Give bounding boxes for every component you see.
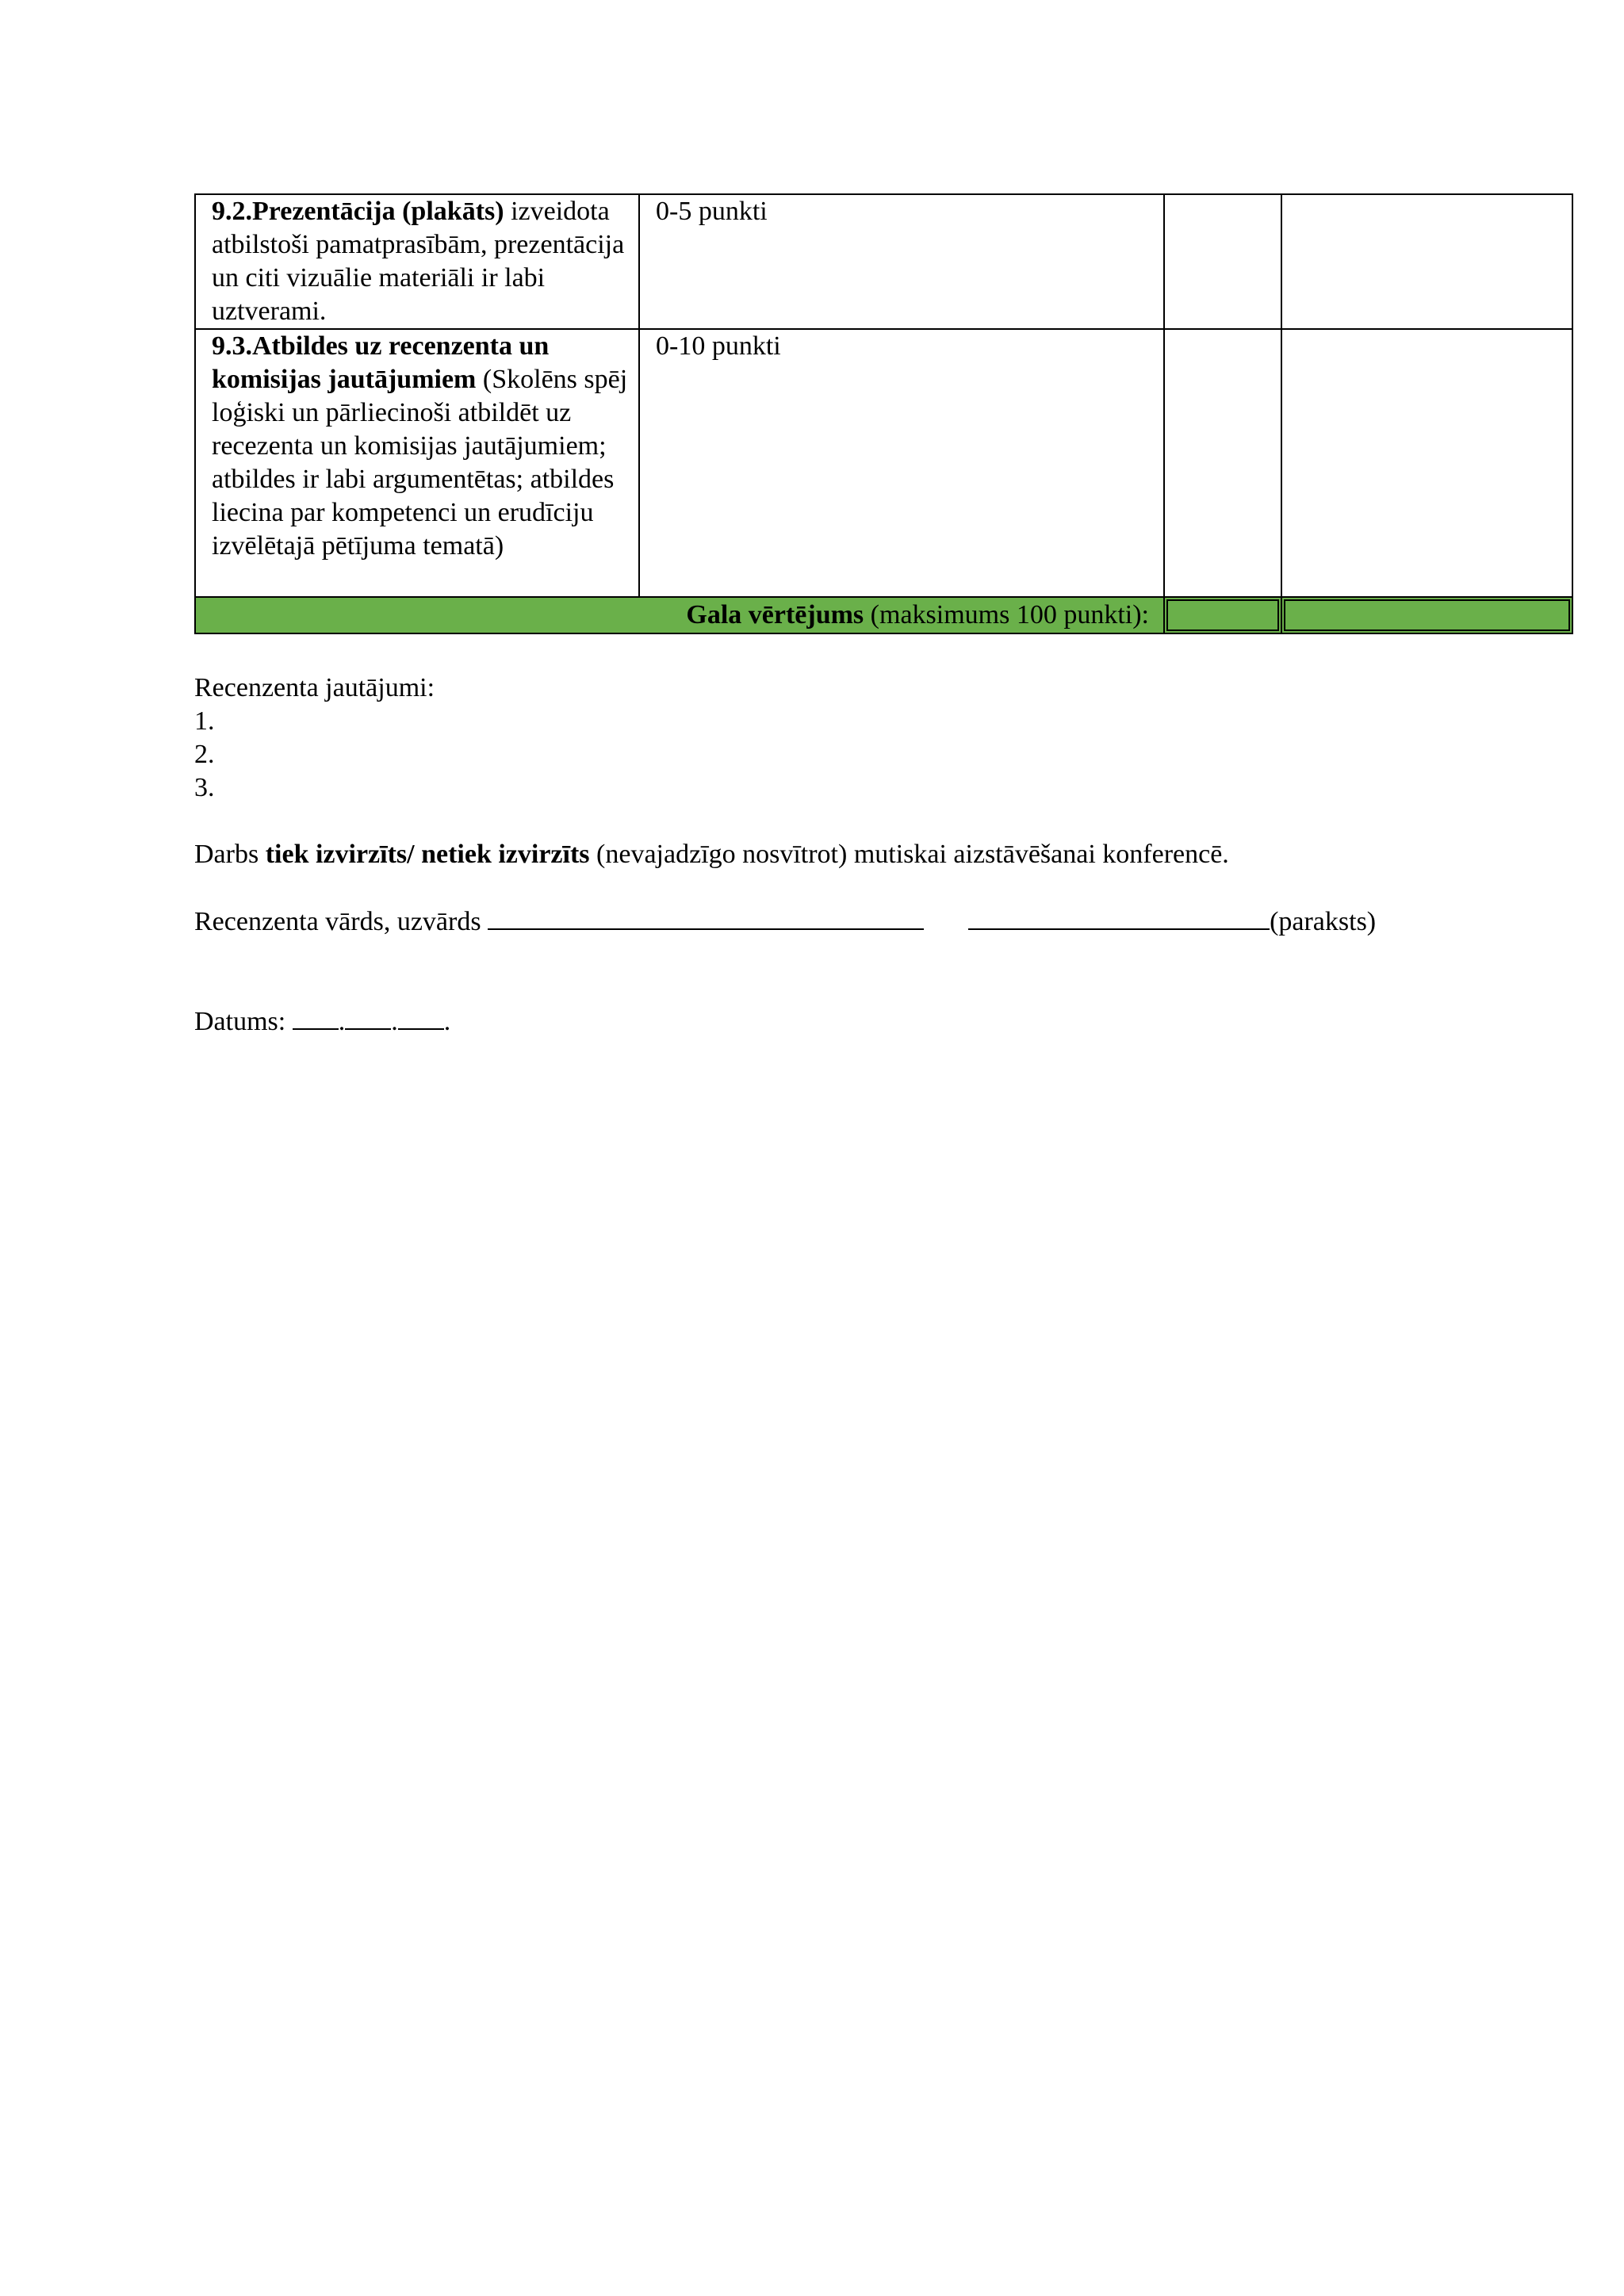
- signature-label: (paraksts): [1270, 907, 1377, 936]
- total-label-cell: [195, 597, 1164, 633]
- criterion-description: izveidota atbilstoši pamatprasībām, prezentācija un citi vizuālie materiāli ir labi uztverami.: [212, 197, 625, 326]
- total-score-cell[interactable]: [1164, 597, 1281, 633]
- table-row: [195, 194, 1572, 329]
- points-cell: [639, 329, 1164, 597]
- date-label: Datums:: [194, 1007, 286, 1036]
- reviewer-name-blank[interactable]: [488, 905, 924, 930]
- date-day-blank[interactable]: [293, 1004, 339, 1030]
- total-comment-cell[interactable]: [1281, 597, 1572, 633]
- criterion-title: 9.2.Prezentācija (plakāts): [212, 197, 504, 226]
- criterion-title: 9.3.Atbildes uz recenzenta un komisijas jautājumiem: [212, 331, 550, 394]
- date-month-blank[interactable]: [345, 1004, 391, 1030]
- nomination-statement: [194, 838, 1229, 871]
- nomination-options: tiek izvirzīts/ netiek izvirzīts: [265, 840, 590, 869]
- nomination-prefix: Darbs: [194, 840, 259, 869]
- date-separator: .: [391, 1007, 398, 1036]
- criterion-description: (Skolēns spēj loģiski un pārliecinoši atbildēt uz recezenta un komisijas jautājumiem; atbildes ir labi argumentētas; atbildes liecina par kompetenci un erudīciju izvēlētajā pētījuma tematā): [212, 365, 628, 561]
- points-range: 0-10 punkti: [656, 331, 781, 361]
- question-item: 1.: [194, 706, 215, 736]
- nomination-suffix: (nevajadzīgo nosvītrot) mutiskai aizstāvēšanai konferencē.: [596, 840, 1229, 869]
- date-separator: .: [338, 1007, 346, 1036]
- table-row: [195, 329, 1572, 597]
- total-label-bold: Gala vērtējums: [686, 600, 864, 629]
- comment-cell[interactable]: [1281, 329, 1572, 597]
- reviewer-name-label: Recenzenta vārds, uzvārds: [194, 907, 481, 936]
- date-separator: .: [443, 1007, 451, 1036]
- question-item: 2.: [194, 740, 215, 769]
- signature-blank[interactable]: [968, 905, 1270, 930]
- total-row: [195, 597, 1572, 633]
- points-cell: [639, 194, 1164, 329]
- criterion-cell: [195, 329, 639, 597]
- total-label-rest: (maksimums 100 punkti):: [870, 600, 1149, 629]
- points-range: 0-5 punkti: [656, 197, 768, 226]
- score-cell[interactable]: [1164, 329, 1281, 597]
- criteria-table: [194, 193, 1573, 634]
- score-cell[interactable]: [1164, 194, 1281, 329]
- reviewer-line: [194, 905, 1376, 939]
- date-line: [194, 1004, 450, 1039]
- comment-cell[interactable]: [1281, 194, 1572, 329]
- date-year-blank[interactable]: [398, 1004, 444, 1030]
- criterion-cell: [195, 194, 639, 329]
- question-item: 3.: [194, 773, 215, 802]
- questions-heading: Recenzenta jautājumi:: [194, 673, 435, 702]
